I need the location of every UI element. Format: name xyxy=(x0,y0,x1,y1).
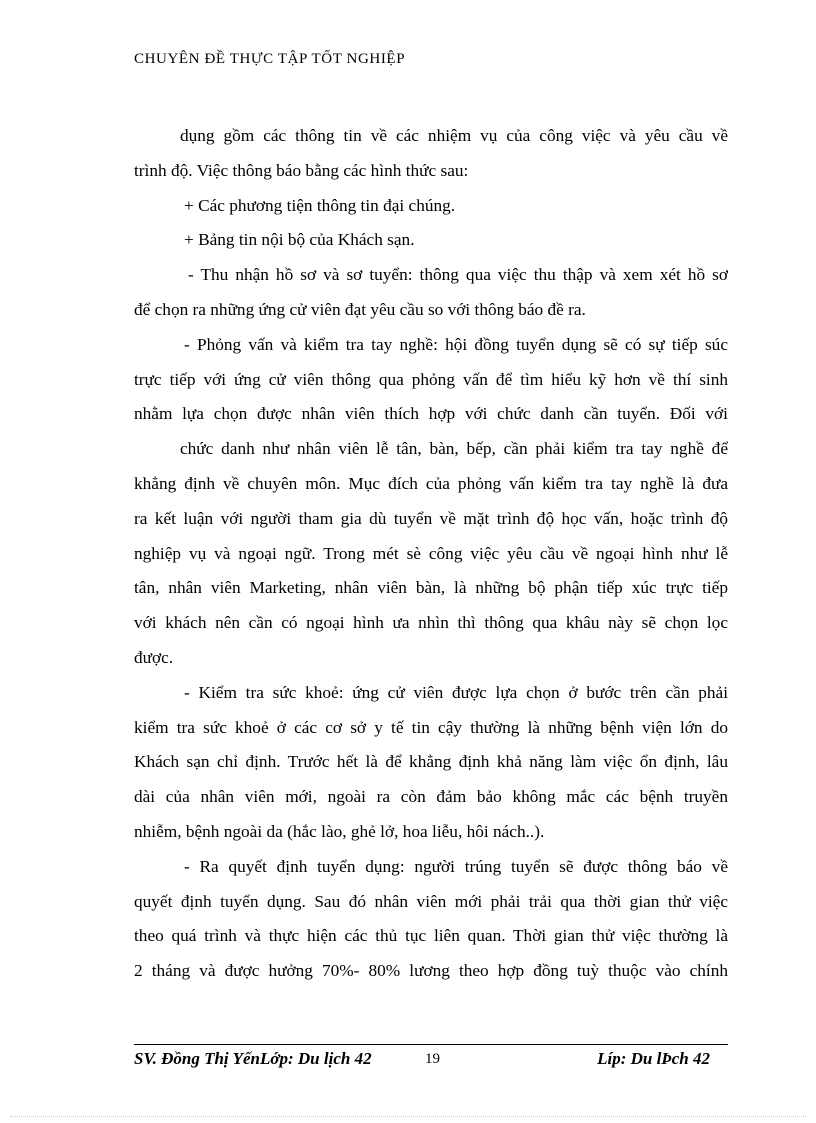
text-line: - Kiểm tra sức khoẻ: ứng cử viên được lựa chọn ở bước trên cần phải xyxy=(184,682,728,702)
footer-class-label: Líp: Du lÞch 42 xyxy=(597,1049,710,1068)
text-line: theo quá trình và thực hiện các thủ tục liên quan. Thời gian thử việc thường là xyxy=(134,926,728,946)
text-line: + Bảng tin nội bộ của Khách sạn. xyxy=(184,230,415,250)
text-line: Khách sạn chỉ định. Trước hết là để khẳng định khả năng làm việc ổn định, lâu xyxy=(134,752,728,772)
body-text xyxy=(134,119,728,989)
page-footer xyxy=(134,1049,728,1077)
text-line: kiểm tra sức khoẻ ở các cơ sở y tế tin cậy thường là những bệnh viện lớn do xyxy=(134,717,728,737)
text-line: với khách nên cần có ngoại hình ưa nhìn thì thông qua khâu này sẽ chọn lọc xyxy=(134,613,728,633)
text-line: trực tiếp với ứng cử viên thông qua phỏng vấn để tìm hiểu kỹ hơn về thí sinh xyxy=(134,369,728,389)
page-header: CHUYÊN ĐỀ THỰC TẬP TỐT NGHIỆP xyxy=(134,51,406,67)
page-number: 19 xyxy=(425,1051,440,1067)
page-bottom-border xyxy=(10,1116,806,1117)
text-line: dụng gồm các thông tin về các nhiệm vụ của công việc và yêu cầu về xyxy=(180,126,728,145)
text-line: để chọn ra những ứng cử viên đạt yêu cầu so với thông báo đề ra. xyxy=(134,299,586,319)
footer-author-class: SV. Đồng Thị YếnLớp: Du lịch 42 xyxy=(134,1049,372,1068)
text-line: tân, nhân viên Marketing, nhân viên bàn, là những bộ phận tiếp xúc trực tiếp xyxy=(134,578,728,598)
text-line: chức danh như nhân viên lễ tân, bàn, bếp, cần phải kiểm tra tay nghề để xyxy=(180,439,728,459)
text-line: trình độ. Việc thông báo bằng các hình thức sau: xyxy=(134,160,469,180)
text-line: 2 tháng và được hưởng 70%- 80% lương theo hợp đồng tuỳ thuộc vào chính xyxy=(134,961,728,981)
text-line: - Thu nhận hồ sơ và sơ tuyển: thông qua việc thu thập và xem xét hồ sơ xyxy=(188,265,728,285)
text-line: khẳng định về chuyên môn. Mục đích của phỏng vấn kiểm tra tay nghề là đưa xyxy=(134,473,728,493)
text-line: ra kết luận với người tham gia dù tuyển về mặt trình độ học vấn, hoặc trình độ xyxy=(134,508,728,528)
text-line: nhằm lựa chọn được nhân viên thích hợp với chức danh cần tuyển. Đối với xyxy=(134,404,728,424)
text-line: nhiễm, bệnh ngoài da (hắc lào, ghẻ lở, hoa liễu, hôi nách..). xyxy=(134,821,545,841)
text-line: - Ra quyết định tuyển dụng: người trúng tuyển sẽ được thông báo về xyxy=(184,856,728,876)
text-line: + Các phương tiện thông tin đại chúng. xyxy=(184,195,456,215)
text-line: nghiệp vụ và ngoại ngữ. Trong mét sè công việc yêu cầu về ngoại hình như lễ xyxy=(134,543,728,563)
text-line: dài của nhân viên mới, ngoài ra còn đảm bảo không mắc các bệnh truyền xyxy=(134,787,728,807)
text-line: - Phỏng vấn và kiểm tra tay nghề: hội đồng tuyển dụng sẽ có sự tiếp súc xyxy=(184,334,728,354)
text-line: quyết định tuyển dụng. Sau đó nhân viên mới phải trải qua thời gian thử việc xyxy=(134,891,728,911)
text-line: được. xyxy=(134,647,174,667)
footer-divider xyxy=(134,1044,728,1045)
